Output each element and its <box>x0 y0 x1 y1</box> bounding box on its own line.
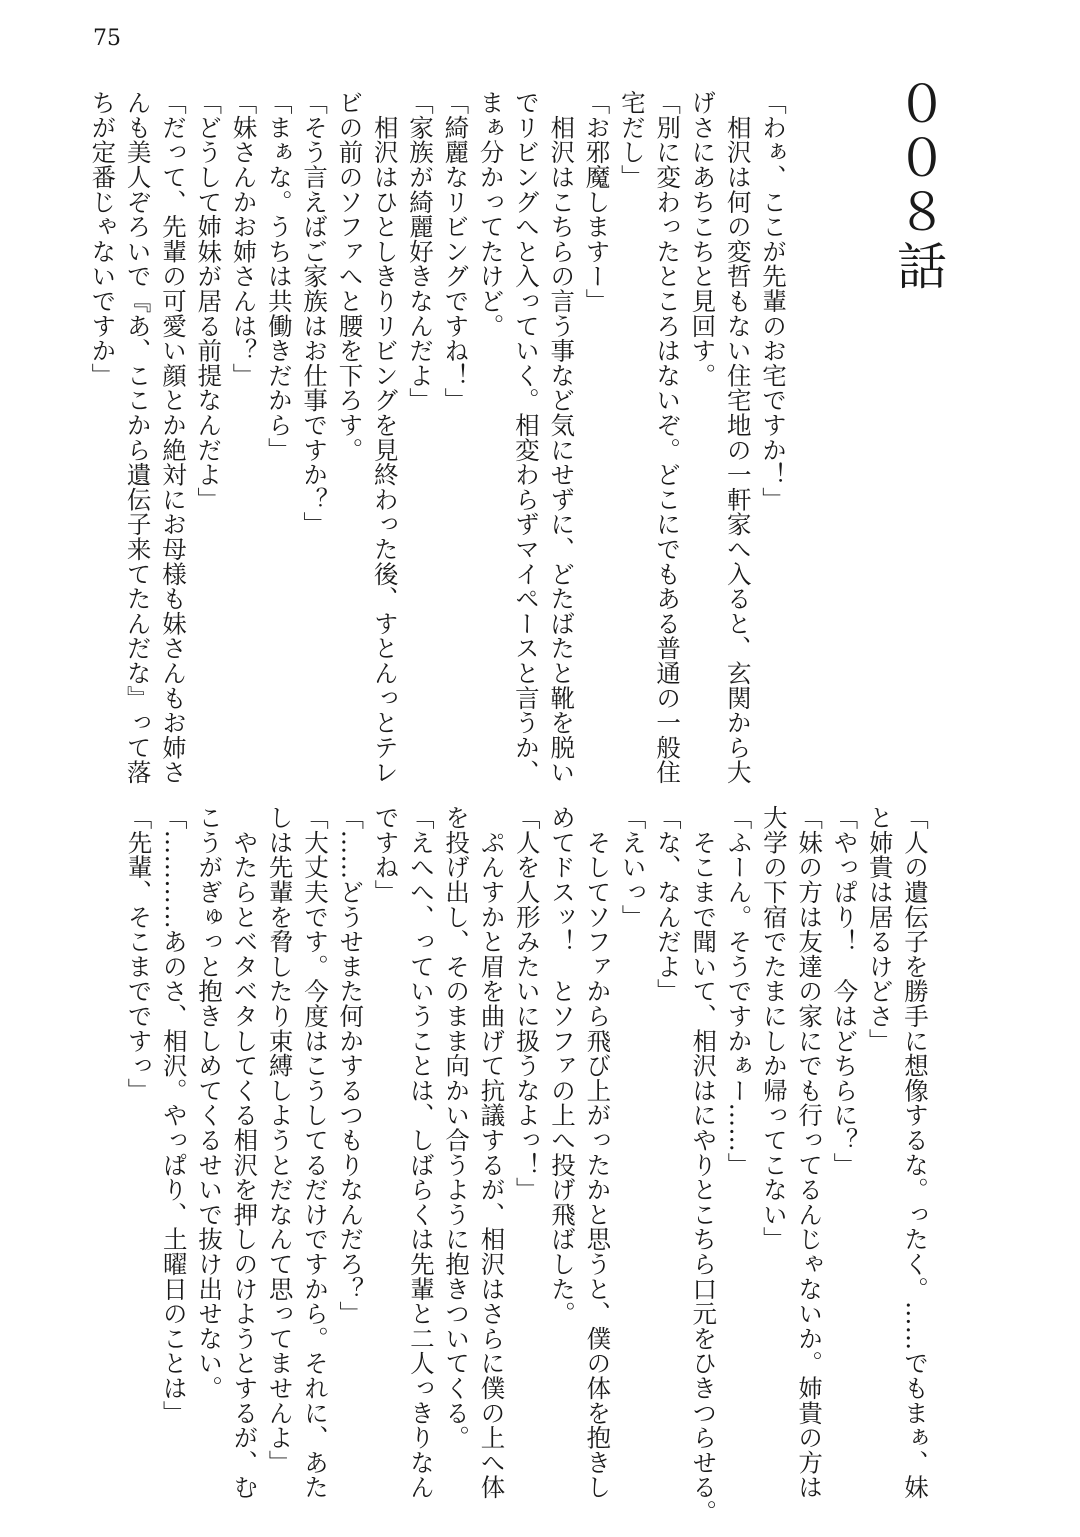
text-line: 「先輩、そこまでですっ」 <box>124 805 154 1103</box>
text-line: めてドスッ！ とソファの上へ投げ飛ばした。 <box>548 805 578 1326</box>
text-line: 「別に変わったところはないぞ。どこにでもある普通の一般住 <box>653 90 683 785</box>
text-line: 「妹の方は友達の家にでも行ってるんじゃないか。姉貴の方は <box>795 805 825 1500</box>
text-line: 「人の遺伝子を勝手に想像するな。ったく。……でもまぁ、妹 <box>901 805 930 1500</box>
text-line: 「…………あのさ、相沢。やっぱり、土曜日のことは」 <box>159 805 189 1425</box>
text-line: んも美人ぞろいで『あ、ここから遺伝子来てたんだな』って落 <box>123 90 153 785</box>
text-line: 「な、なんだよ」 <box>653 805 683 1004</box>
text-line: 相沢はひとしきりリビングを見終わった後、すとんっとテレ <box>370 90 400 785</box>
text-line: まぁ分かってたけど。 <box>476 90 506 338</box>
text-line: 「お邪魔しますー」 <box>582 90 612 314</box>
text-line: と姉貴は居るけどさ」 <box>865 805 895 1053</box>
text-line: 「妹さんかお姉さんは？」 <box>229 90 259 388</box>
text-line: ですね」 <box>371 805 401 905</box>
body-text-upper <box>85 90 791 790</box>
text-line: 「どうして姉妹が居る前提なんだよ」 <box>194 90 224 512</box>
text-line: 「大丈夫です。今度はこうしてるだけですから。それに、あた <box>300 805 330 1500</box>
page-number: 75 <box>93 26 121 51</box>
text-line: でリビングへと入っていく。相変わらずマイペースと言うか、 <box>511 90 541 785</box>
text-line: 「まぁな。うちは共働きだから」 <box>264 90 294 462</box>
text-line: 「やっぱり！ 今はどちらに？」 <box>830 805 860 1177</box>
body-text-lower <box>121 805 933 1525</box>
text-line: 相沢は何の変哲もない住宅地の一軒家へ入ると、玄関から大 <box>723 90 753 785</box>
text-line: 相沢はこちらの言う事など気にせずに、どたばたと靴を脱い <box>547 90 577 785</box>
text-line: 「えへへ、っていうことは、しばらくは先輩と二人っきりなん <box>406 805 436 1500</box>
text-line: ビの前のソファへと腰を下ろす。 <box>335 90 365 462</box>
text-line: やたらとベタベタしてくる相沢を押しのけようとするが、む <box>230 805 260 1500</box>
text-line: げさにあちこちと見回す。 <box>688 90 718 388</box>
text-line: を投げ出し、そのまま向かい合うように抱きついてくる。 <box>442 805 472 1450</box>
text-line: 宅だし」 <box>617 90 647 190</box>
text-line: そこまで聞いて、相沢はにやりとこちら口元をひきつらせる。 <box>689 805 719 1525</box>
text-line: ぷんすかと眉を曲げて抗議するが、相沢はさらに僕の上へ体 <box>477 805 507 1500</box>
text-line: 「えいっ」 <box>618 805 648 929</box>
text-line: 「わぁ、ここが先輩のお宅ですか！」 <box>759 90 788 512</box>
text-line: 「だって、先輩の可愛い顔とか絶対にお母様も妹さんもお姉さ <box>158 90 188 785</box>
text-line: 「家族が綺麗好きなんだよ」 <box>406 90 436 413</box>
text-line: 「人を人形みたいに扱うなよっ！」 <box>512 805 542 1202</box>
text-line: 「そう言えばご家族はお仕事ですか？」 <box>300 90 330 537</box>
text-line: ちが定番じゃないですか」 <box>88 90 118 388</box>
text-line: 大学の下宿でたまにしか帰ってこない」 <box>759 805 789 1252</box>
chapter-title: ００８話 <box>889 78 947 294</box>
text-line: 「綺麗なリビングですね！」 <box>441 90 471 413</box>
text-line: しは先輩を脅したり束縛しようとだなんて思ってませんよ」 <box>265 805 295 1475</box>
text-line: そしてソファから飛び上がったかと思うと、僕の体を抱きし <box>583 805 613 1500</box>
text-line: 「……どうせまた何かするつもりなんだろ？」 <box>336 805 366 1326</box>
text-line: 「ふーん。そうですかぁー……」 <box>724 805 754 1177</box>
text-line: こうがぎゅっと抱きしめてくるせいで抜け出せない。 <box>195 805 225 1401</box>
